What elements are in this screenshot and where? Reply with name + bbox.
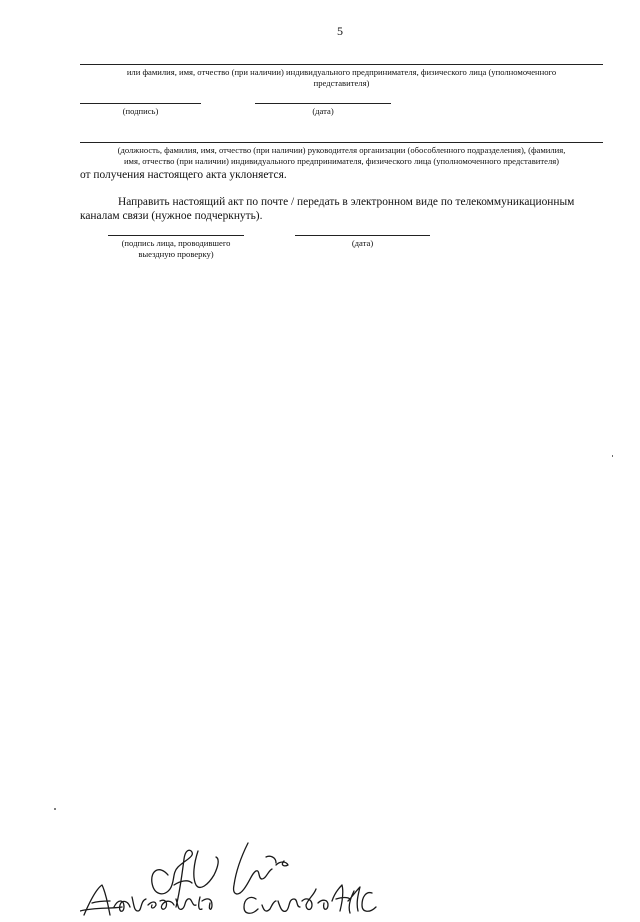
date-caption: (дата) [312, 106, 334, 116]
scan-speck [612, 455, 613, 457]
signature-caption: (подпись) [122, 106, 159, 116]
name-caption-line2: представителя) [313, 78, 370, 88]
scan-speck [54, 808, 56, 810]
position-name-line [80, 142, 603, 143]
position-caption-line2: имя, отчество (при наличии) индивидуального предпринимателя, физического лица (уполномоченного представителя) [123, 156, 560, 166]
delivery-paragraph: Направить настоящий акт по почте / передать в электронном виде по телекоммуникационным каналам связи (нужное подчеркнуть). [80, 196, 575, 222]
signature-strokes-icon [80, 815, 380, 922]
signature-line [80, 103, 201, 104]
handwritten-signatures [80, 815, 380, 922]
page-number: 5 [337, 24, 343, 38]
position-caption-line1: (должность, фамилия, имя, отчество (при наличии) руководителя организации (обособленного подразделения), (фамилия, [117, 145, 566, 155]
inspector-signature-caption-line1: (подпись лица, проводившего [121, 238, 231, 248]
date-line [255, 103, 391, 104]
inspector-signature-caption-line2: выездную проверку) [138, 249, 214, 259]
inspector-signature-line [108, 235, 244, 236]
name-line [80, 64, 603, 65]
inspector-date-line [295, 235, 430, 236]
inspector-date-caption: (дата) [351, 238, 374, 248]
refusal-text: от получения настоящего акта уклоняется. [80, 169, 287, 181]
name-caption-line1: или фамилия, имя, отчество (при наличии) индивидуального предпринимателя, физического лица (уполномоченного [126, 67, 557, 77]
